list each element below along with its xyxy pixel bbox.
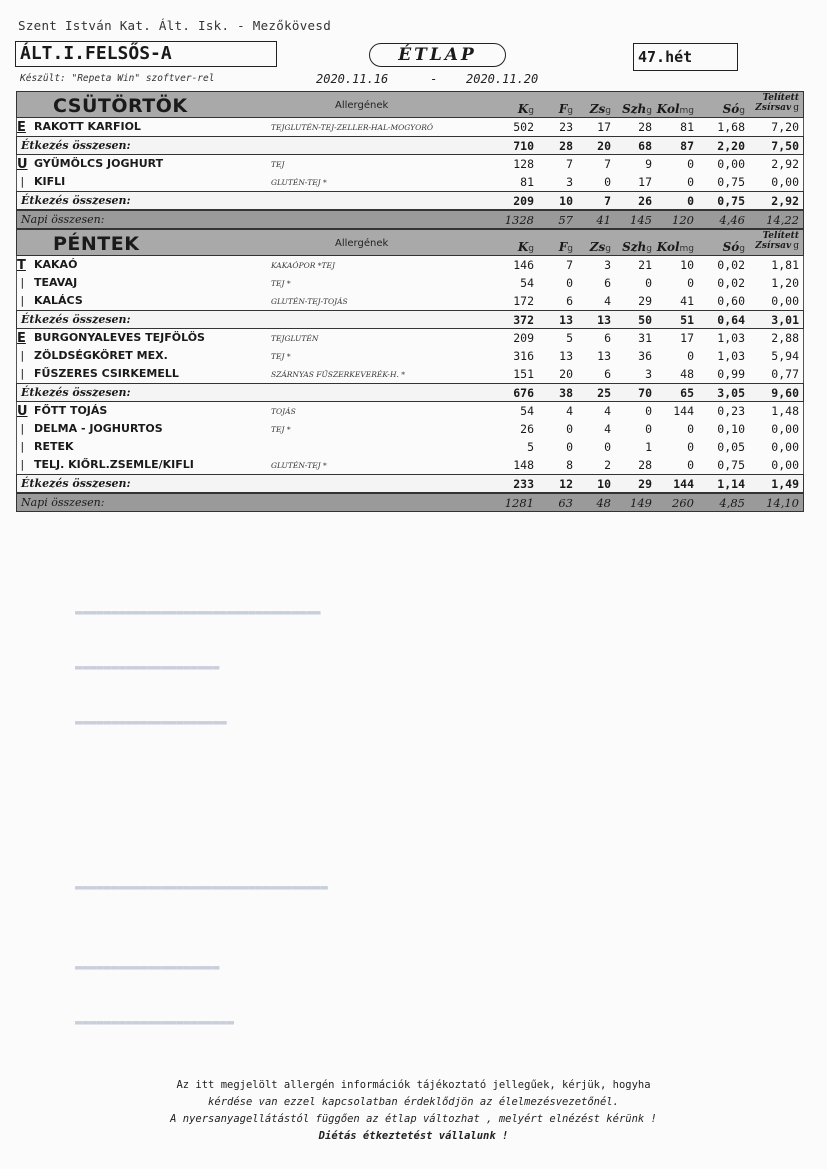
- nutrient-f: 0: [566, 422, 573, 436]
- meal-code: E: [17, 120, 26, 135]
- column-header-so: [723, 240, 745, 254]
- column-unit: g: [646, 106, 652, 116]
- nutrient-sat: 1,81: [771, 258, 799, 272]
- column-unit: g: [567, 244, 573, 254]
- column-header-label: Zs: [589, 102, 606, 116]
- nutrient-k: 316: [513, 349, 534, 363]
- meal-total-zs: 20: [597, 139, 611, 153]
- nutrient-f: 7: [566, 258, 573, 272]
- date-separator: -: [430, 72, 438, 86]
- nutrient-f: 23: [559, 120, 573, 134]
- allergens-header: Allergének: [335, 100, 389, 111]
- meal-total-so: 2,20: [717, 139, 745, 153]
- meal-total-row: [16, 383, 804, 402]
- meal-total-k: 372: [513, 313, 534, 327]
- day-total-f: 57: [558, 213, 573, 227]
- food-allergens: GLUTÉN-TEJ-TOJÁS: [271, 297, 348, 306]
- item-divider: |: [19, 440, 26, 453]
- meal-total-f: 13: [559, 313, 573, 327]
- meal-total-row: [16, 191, 804, 210]
- column-header-label: Só: [722, 240, 740, 254]
- footer-line-3: A nyersanyagellátástól függően az étlap változhat , melyért elnézést kérünk !: [170, 1113, 657, 1125]
- column-unit: g: [739, 106, 745, 116]
- nutrient-kol: 48: [680, 367, 694, 381]
- nutrient-f: 13: [559, 349, 573, 363]
- item-divider: |: [19, 294, 26, 307]
- column-header-k: [518, 240, 534, 254]
- food-name: FŐTT TOJÁS: [34, 404, 108, 417]
- nutrient-zs: 6: [604, 331, 611, 345]
- nutrient-f: 0: [566, 276, 573, 290]
- nutrient-zs: 2: [604, 458, 611, 472]
- column-header-label: Kol: [656, 240, 680, 254]
- meal-code: U: [17, 404, 28, 419]
- column-header-label: Szh: [622, 102, 647, 116]
- nutrient-k: 148: [513, 458, 534, 472]
- meal-total-label: Étkezés összesen:: [21, 386, 131, 399]
- nutrient-so: 0,60: [717, 294, 745, 308]
- meal-total-row: [16, 136, 804, 155]
- day-total-row: [16, 493, 804, 512]
- food-allergens: TEJGLUTÉN-TEJ-ZELLER-HAL-MOGYORÓ: [271, 123, 434, 132]
- food-allergens: GLUTÉN-TEJ *: [271, 178, 327, 187]
- saturated-label-bottom-line: [755, 241, 799, 251]
- meal-total-zs: 25: [597, 386, 611, 400]
- nutrient-sat: 0,00: [771, 458, 799, 472]
- week-number: 47.hét: [633, 43, 738, 71]
- column-unit: g: [605, 244, 611, 254]
- nutrient-zs: 6: [604, 367, 611, 381]
- nutrient-szh: 28: [638, 458, 652, 472]
- item-divider: |: [19, 175, 26, 188]
- allergens-header: Allergének: [335, 238, 389, 249]
- meal-total-sat: 2,92: [771, 194, 799, 208]
- nutrient-kol: 41: [680, 294, 694, 308]
- day-total-sat: 14,22: [766, 213, 799, 227]
- column-header-zs: [590, 240, 611, 254]
- meal-total-k: 209: [513, 194, 534, 208]
- food-allergens: TEJ: [271, 160, 285, 169]
- nutrient-so: 0,99: [717, 367, 745, 381]
- nutrient-so: 0,05: [717, 440, 745, 454]
- bleed-through-text: ▬▬▬▬▬▬▬▬▬▬▬▬▬▬▬▬▬▬▬▬: [75, 960, 220, 974]
- column-header-kol: [657, 240, 694, 254]
- nutrient-kol: 0: [687, 276, 694, 290]
- item-divider: |: [19, 349, 26, 362]
- nutrient-k: 54: [520, 276, 534, 290]
- food-allergens: KAKAÓPOR *TEJ: [271, 261, 336, 270]
- nutrient-k: 209: [513, 331, 534, 345]
- nutrient-zs: 7: [604, 157, 611, 171]
- column-header-label: K: [517, 240, 529, 254]
- nutrient-so: 0,23: [717, 404, 745, 418]
- menu-title: ÉTLAP: [369, 43, 506, 67]
- column-unit: g: [528, 106, 534, 116]
- nutrient-zs: 4: [604, 404, 611, 418]
- food-allergens: GLUTÉN-TEJ *: [271, 461, 327, 470]
- menu-table: [16, 91, 804, 512]
- day-total-k: 1281: [504, 496, 534, 510]
- nutrient-zs: 0: [604, 440, 611, 454]
- item-divider: |: [19, 458, 26, 471]
- meal-total-szh: 26: [638, 194, 652, 208]
- nutrient-so: 1,03: [717, 331, 745, 345]
- nutrient-so: 0,02: [717, 258, 745, 272]
- meal-total-zs: 7: [604, 194, 611, 208]
- meal-total-zs: 13: [597, 313, 611, 327]
- day-total-row: [16, 210, 804, 229]
- nutrient-so: 0,75: [717, 458, 745, 472]
- saturated-label-top: Telített: [762, 93, 799, 103]
- nutrient-kol: 10: [680, 258, 694, 272]
- nutrient-szh: 31: [638, 331, 652, 345]
- day-total-szh: 145: [630, 213, 652, 227]
- column-header-f: [559, 240, 573, 254]
- column-header-label: Só: [722, 102, 740, 116]
- nutrient-k: 172: [513, 294, 534, 308]
- meal-total-sat: 3,01: [771, 313, 799, 327]
- food-allergens: TEJ *: [271, 352, 291, 361]
- food-name: KIFLI: [34, 175, 66, 188]
- column-header-label: Zs: [589, 240, 606, 254]
- meal-total-f: 28: [559, 139, 573, 153]
- column-header-f: [559, 102, 573, 116]
- meal-total-row: [16, 310, 804, 329]
- column-header-label: Kol: [656, 102, 680, 116]
- food-name: TEAVAJ: [34, 276, 78, 289]
- nutrient-zs: 4: [604, 294, 611, 308]
- nutrient-k: 5: [527, 440, 534, 454]
- food-name: RETEK: [34, 440, 74, 453]
- meal-total-f: 38: [559, 386, 573, 400]
- nutrient-kol: 0: [687, 422, 694, 436]
- day-total-f: 63: [558, 496, 573, 510]
- nutrient-f: 5: [566, 331, 573, 345]
- column-header-k: [518, 102, 534, 116]
- nutrient-k: 26: [520, 422, 534, 436]
- column-header-szh: [622, 240, 652, 254]
- nutrient-sat: 0,00: [771, 440, 799, 454]
- meal-total-k: 676: [513, 386, 534, 400]
- food-name: TELJ. KIŐRL.ZSEMLE/KIFLI: [34, 458, 194, 471]
- food-name: GYÜMÖLCS JOGHURT: [34, 157, 164, 170]
- meal-total-label: Étkezés összesen:: [21, 139, 131, 152]
- meal-total-so: 1,14: [717, 477, 745, 491]
- day-total-so: 4,85: [719, 496, 745, 510]
- column-header-label: Szh: [622, 240, 647, 254]
- saturated-label-bottom: Zsírsav: [755, 241, 792, 251]
- menu-item-row: [16, 456, 804, 474]
- meal-total-row: [16, 474, 804, 493]
- nutrient-zs: 0: [604, 175, 611, 189]
- nutrient-sat: 1,48: [771, 404, 799, 418]
- day-total-kol: 120: [672, 213, 694, 227]
- day-header: [16, 229, 804, 256]
- nutrient-zs: 6: [604, 276, 611, 290]
- meal-code: T: [17, 258, 26, 273]
- nutrient-f: 3: [566, 175, 573, 189]
- meal-total-f: 10: [559, 194, 573, 208]
- nutrient-sat: 2,92: [771, 157, 799, 171]
- day-total-zs: 41: [596, 213, 611, 227]
- meal-total-kol: 65: [680, 386, 694, 400]
- nutrient-szh: 3: [645, 367, 652, 381]
- day-total-kol: 260: [672, 496, 694, 510]
- nutrient-sat: 0,00: [771, 294, 799, 308]
- nutrient-k: 128: [513, 157, 534, 171]
- meal-total-szh: 50: [638, 313, 652, 327]
- nutrient-so: 0,00: [717, 157, 745, 171]
- nutrient-k: 146: [513, 258, 534, 272]
- day-total-label: Napi összesen:: [21, 213, 105, 226]
- day-total-szh: 149: [630, 496, 652, 510]
- footer-line-4: Diétás étkeztetést vállalunk !: [318, 1130, 509, 1142]
- saturated-label-bottom: Zsírsav: [755, 103, 792, 113]
- date-to: 2020.11.20: [466, 72, 539, 86]
- day-total-k: 1328: [504, 213, 534, 227]
- meal-total-szh: 68: [638, 139, 652, 153]
- food-name: FŰSZERES CSIRKEMELL: [34, 367, 179, 380]
- meal-total-sat: 7,50: [771, 139, 799, 153]
- bleed-through-text: ▬▬▬▬▬▬▬▬▬▬▬▬▬▬▬▬▬▬▬▬▬: [75, 715, 227, 729]
- nutrient-szh: 9: [645, 157, 652, 171]
- nutrient-f: 4: [566, 404, 573, 418]
- food-name: RAKOTT KARFIOL: [34, 120, 141, 133]
- footer-line-2: kérdése van ezzel kapcsolatban érdeklődjön az élelmezésvezetőnél.: [208, 1096, 619, 1108]
- saturated-label-top: Telített: [762, 231, 799, 241]
- column-header-kol: [657, 102, 694, 116]
- food-name: KALÁCS: [34, 294, 83, 307]
- saturated-unit: g: [793, 103, 799, 113]
- meal-total-szh: 70: [638, 386, 652, 400]
- nutrient-szh: 21: [638, 258, 652, 272]
- meal-code: U: [17, 157, 28, 172]
- food-name: ZÖLDSÉGKÖRET MEX.: [34, 349, 168, 362]
- column-unit: mg: [679, 106, 694, 116]
- nutrient-k: 54: [520, 404, 534, 418]
- column-unit: mg: [679, 244, 694, 254]
- meal-total-label: Étkezés összesen:: [21, 477, 131, 490]
- column-unit: g: [605, 106, 611, 116]
- food-allergens: TOJÁS: [271, 407, 296, 416]
- meal-total-kol: 87: [680, 139, 694, 153]
- day-total-label: Napi összesen:: [21, 496, 105, 509]
- nutrient-zs: 13: [597, 349, 611, 363]
- nutrient-szh: 29: [638, 294, 652, 308]
- food-name: BURGONYALEVES TEJFÖLÖS: [34, 331, 205, 344]
- meal-code: E: [17, 331, 26, 346]
- nutrient-k: 502: [513, 120, 534, 134]
- nutrient-zs: 3: [604, 258, 611, 272]
- column-header-saturated: [755, 231, 799, 251]
- nutrient-szh: 0: [645, 276, 652, 290]
- meal-total-f: 12: [559, 477, 573, 491]
- item-divider: |: [19, 422, 26, 435]
- nutrient-sat: 7,20: [771, 120, 799, 134]
- menu-item-row: [16, 365, 804, 383]
- bleed-through-text: ▬▬▬▬▬▬▬▬▬▬▬▬▬▬▬▬▬▬▬▬: [75, 660, 220, 674]
- food-name: KAKAÓ: [34, 258, 78, 271]
- nutrient-f: 20: [559, 367, 573, 381]
- column-header-so: [723, 102, 745, 116]
- nutrient-szh: 17: [638, 175, 652, 189]
- column-header-zs: [590, 102, 611, 116]
- nutrient-so: 0,10: [717, 422, 745, 436]
- bleed-through-text: ▬▬▬▬▬▬▬▬▬▬▬▬▬▬▬▬▬▬▬▬▬▬: [75, 1015, 234, 1029]
- nutrient-so: 0,75: [717, 175, 745, 189]
- food-name: DELMA - JOGHURTOS: [34, 422, 163, 435]
- nutrient-sat: 1,20: [771, 276, 799, 290]
- food-allergens: TEJGLUTÉN: [271, 334, 319, 343]
- nutrient-f: 6: [566, 294, 573, 308]
- footer-line-1: Az itt megjelölt allergén információk tájékoztató jellegűek, kérjük, hogyha: [176, 1079, 651, 1091]
- menu-item-row: [16, 329, 804, 347]
- menu-item-row: [16, 118, 804, 136]
- meal-total-sat: 1,49: [771, 477, 799, 491]
- nutrient-k: 151: [513, 367, 534, 381]
- nutrient-kol: 0: [687, 349, 694, 363]
- item-divider: |: [19, 276, 26, 289]
- meal-total-kol: 0: [687, 194, 694, 208]
- menu-item-row: [16, 347, 804, 365]
- nutrient-kol: 0: [687, 458, 694, 472]
- meal-total-k: 233: [513, 477, 534, 491]
- food-allergens: SZÁRNYAS FŰSZERKEVERÉK-H. *: [271, 370, 406, 379]
- nutrient-kol: 0: [687, 157, 694, 171]
- nutrient-szh: 36: [638, 349, 652, 363]
- saturated-unit: g: [793, 241, 799, 251]
- column-header-label: K: [517, 102, 529, 116]
- meal-total-so: 0,64: [717, 313, 745, 327]
- nutrient-sat: 0,00: [771, 175, 799, 189]
- nutrient-f: 7: [566, 157, 573, 171]
- meal-total-so: 3,05: [717, 386, 745, 400]
- day-total-sat: 14,10: [766, 496, 799, 510]
- day-total-zs: 48: [596, 496, 611, 510]
- nutrient-f: 0: [566, 440, 573, 454]
- column-header-szh: [622, 102, 652, 116]
- menu-item-row: [16, 256, 804, 274]
- nutrient-szh: 0: [645, 422, 652, 436]
- meal-total-kol: 144: [673, 477, 694, 491]
- nutrient-so: 1,03: [717, 349, 745, 363]
- nutrient-szh: 28: [638, 120, 652, 134]
- food-allergens: TEJ *: [271, 425, 291, 434]
- menu-item-row: [16, 420, 804, 438]
- nutrient-sat: 0,00: [771, 422, 799, 436]
- meal-total-label: Étkezés összesen:: [21, 313, 131, 326]
- meal-total-zs: 10: [597, 477, 611, 491]
- nutrient-k: 81: [520, 175, 534, 189]
- meal-total-label: Étkezés összesen:: [21, 194, 131, 207]
- column-unit: g: [567, 106, 573, 116]
- nutrient-kol: 0: [687, 440, 694, 454]
- nutrient-sat: 5,94: [771, 349, 799, 363]
- column-header-label: F: [558, 240, 568, 254]
- nutrient-sat: 0,77: [771, 367, 799, 381]
- menu-item-row: [16, 155, 804, 173]
- saturated-label-bottom-line: [755, 103, 799, 113]
- meal-total-szh: 29: [638, 477, 652, 491]
- nutrient-kol: 17: [680, 331, 694, 345]
- class-name: ÁLT.I.FELSŐS-A: [15, 41, 277, 67]
- column-header-saturated: [755, 93, 799, 113]
- menu-item-row: [16, 173, 804, 191]
- bleed-through-text: ▬▬▬▬▬▬▬▬▬▬▬▬▬▬▬▬▬▬▬▬▬▬▬▬▬▬▬▬▬▬▬▬▬▬: [75, 605, 321, 619]
- meal-total-sat: 9,60: [771, 386, 799, 400]
- meal-total-kol: 51: [680, 313, 694, 327]
- column-header-label: F: [558, 102, 568, 116]
- column-unit: g: [646, 244, 652, 254]
- day-name: CSÜTÖRTÖK: [53, 95, 188, 117]
- nutrient-so: 0,02: [717, 276, 745, 290]
- food-allergens: TEJ *: [271, 279, 291, 288]
- bleed-through-text: ▬▬▬▬▬▬▬▬▬▬▬▬▬▬▬▬▬▬▬▬▬▬▬▬▬▬▬▬▬▬▬▬▬▬▬: [75, 880, 328, 894]
- nutrient-f: 8: [566, 458, 573, 472]
- nutrient-szh: 1: [645, 440, 652, 454]
- nutrient-sat: 2,88: [771, 331, 799, 345]
- item-divider: |: [19, 367, 26, 380]
- menu-item-row: [16, 292, 804, 310]
- menu-item-row: [16, 402, 804, 420]
- day-total-so: 4,46: [719, 213, 745, 227]
- menu-item-row: [16, 274, 804, 292]
- column-unit: g: [739, 244, 745, 254]
- nutrient-kol: 144: [673, 404, 694, 418]
- day-header: [16, 91, 804, 118]
- nutrient-kol: 81: [680, 120, 694, 134]
- day-name: PÉNTEK: [53, 233, 140, 255]
- software-credit: Készült: "Repeta Win" szoftver-rel: [20, 73, 215, 84]
- nutrient-zs: 4: [604, 422, 611, 436]
- nutrient-kol: 0: [687, 175, 694, 189]
- meal-total-so: 0,75: [717, 194, 745, 208]
- nutrient-szh: 0: [645, 404, 652, 418]
- nutrient-zs: 17: [597, 120, 611, 134]
- menu-item-row: [16, 438, 804, 456]
- school-name: Szent István Kat. Ált. Isk. - Mezőkövesd: [18, 18, 332, 33]
- nutrient-so: 1,68: [717, 120, 745, 134]
- date-from: 2020.11.16: [316, 72, 389, 86]
- column-unit: g: [528, 244, 534, 254]
- meal-total-k: 710: [513, 139, 534, 153]
